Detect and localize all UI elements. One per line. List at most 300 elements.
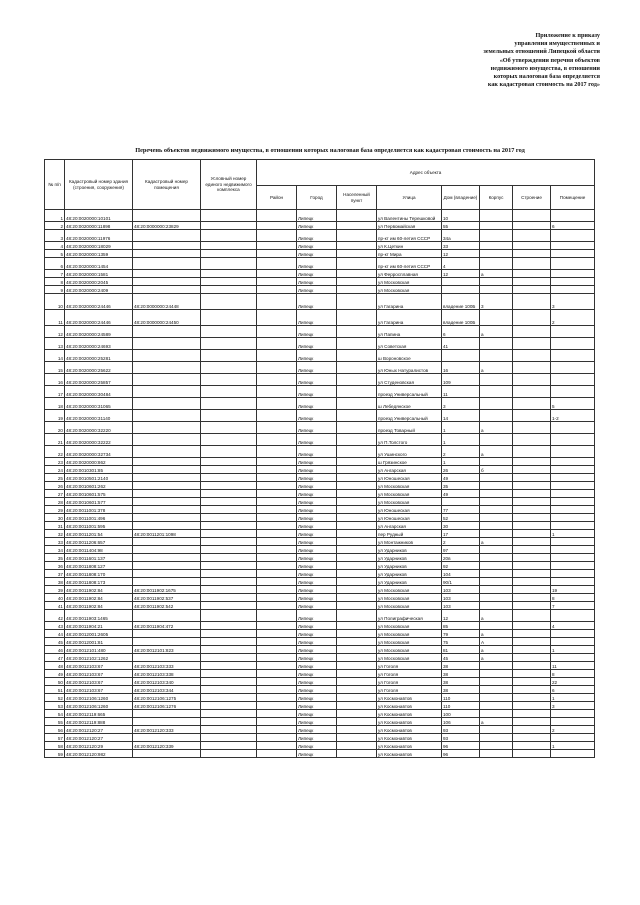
- table-row: [45, 726, 595, 734]
- district-cell: [257, 554, 297, 562]
- korpus-cell: [480, 530, 513, 538]
- header-address-building: Строение: [513, 186, 551, 210]
- settlement-cell: [337, 602, 377, 610]
- row-number: 42: [45, 610, 65, 622]
- korpus-cell: [480, 490, 513, 498]
- street-cell: ул Ударников: [377, 554, 442, 562]
- district-cell: [257, 654, 297, 662]
- city-cell: Липецк: [297, 742, 337, 750]
- korpus-cell: а: [480, 326, 513, 338]
- building-cadastral-number: 48:20:0012103:67: [65, 686, 133, 694]
- house-cell: 103: [442, 602, 480, 610]
- table-row: [45, 242, 595, 250]
- conditional-number: [201, 594, 257, 602]
- building-cadastral-number: 48:20:0020000:1359: [65, 250, 133, 258]
- settlement-cell: [337, 326, 377, 338]
- building-cadastral-number: 48:20:0020000:10101: [65, 210, 133, 222]
- settlement-cell: [337, 498, 377, 506]
- house-cell: 12: [442, 270, 480, 278]
- table-row: [45, 466, 595, 474]
- settlement-cell: [337, 546, 377, 554]
- header-address-settlement: Населенный пункт: [337, 186, 377, 210]
- conditional-number: [201, 286, 257, 294]
- building-cadastral-number: 48:20:0020000:30484: [65, 386, 133, 398]
- premise-cell: [551, 734, 595, 742]
- district-cell: [257, 466, 297, 474]
- header-premise-cadastral: Кадастровый номер помещения: [133, 160, 201, 210]
- city-cell: Липецк: [297, 622, 337, 630]
- korpus-cell: [480, 350, 513, 362]
- house-cell: 93: [442, 726, 480, 734]
- settlement-cell: [337, 630, 377, 638]
- city-cell: Липецк: [297, 678, 337, 686]
- premise-cadastral-number: [133, 446, 201, 458]
- street-cell: ул Московская: [377, 602, 442, 610]
- korpus-cell: [480, 410, 513, 422]
- row-number: 7: [45, 270, 65, 278]
- street-cell: ул Юношеская: [377, 514, 442, 522]
- conditional-number: [201, 374, 257, 386]
- row-number: 32: [45, 530, 65, 538]
- house-cell: 85: [442, 622, 480, 630]
- city-cell: Липецк: [297, 718, 337, 726]
- structure-cell: [513, 586, 551, 594]
- house-cell: 35: [442, 482, 480, 490]
- street-cell: ул Монтажников: [377, 538, 442, 546]
- conditional-number: [201, 702, 257, 710]
- row-number: 26: [45, 482, 65, 490]
- district-cell: [257, 670, 297, 678]
- premise-cell: [551, 570, 595, 578]
- settlement-cell: [337, 446, 377, 458]
- city-cell: Липецк: [297, 646, 337, 654]
- row-number: 34: [45, 546, 65, 554]
- premise-cadastral-number: [133, 554, 201, 562]
- settlement-cell: [337, 458, 377, 466]
- premise-cadastral-number: [133, 270, 201, 278]
- settlement-cell: [337, 594, 377, 602]
- korpus-cell: [480, 622, 513, 630]
- premise-cadastral-number: 48:20:0012103:338: [133, 670, 201, 678]
- house-cell: 1: [442, 434, 480, 446]
- city-cell: Липецк: [297, 554, 337, 562]
- header-building-cadastral: Кадастровый номер здания (строения, сооружения): [65, 160, 133, 210]
- table-row: [45, 750, 595, 758]
- building-cadastral-number: 48:20:0012101:480: [65, 646, 133, 654]
- korpus-cell: а: [480, 646, 513, 654]
- korpus-cell: [480, 386, 513, 398]
- district-cell: [257, 530, 297, 538]
- building-cadastral-number: 48:20:0011808:173: [65, 578, 133, 586]
- structure-cell: [513, 670, 551, 678]
- building-cadastral-number: 48:20:0012106:1260: [65, 702, 133, 710]
- settlement-cell: [337, 270, 377, 278]
- premise-cell: 1: [551, 742, 595, 750]
- premise-cadastral-number: [133, 710, 201, 718]
- premise-cell: 11: [551, 662, 595, 670]
- street-cell: ул Московская: [377, 622, 442, 630]
- house-cell: 110: [442, 694, 480, 702]
- district-cell: [257, 742, 297, 750]
- row-number: 46: [45, 646, 65, 654]
- row-number: 6: [45, 258, 65, 270]
- row-number: 43: [45, 622, 65, 630]
- korpus-cell: [480, 474, 513, 482]
- house-cell: 1: [442, 458, 480, 466]
- premise-cell: 6: [551, 222, 595, 230]
- building-cadastral-number: 48:20:0011902:84: [65, 586, 133, 594]
- row-number: 37: [45, 570, 65, 578]
- building-cadastral-number: 48:20:0012119:888: [65, 718, 133, 726]
- table-row: [45, 742, 595, 750]
- house-cell: 109: [442, 374, 480, 386]
- conditional-number: [201, 554, 257, 562]
- district-cell: [257, 546, 297, 554]
- premise-cadastral-number: [133, 338, 201, 350]
- table-row: [45, 662, 595, 670]
- premise-cell: [551, 350, 595, 362]
- district-cell: [257, 750, 297, 758]
- row-number: 50: [45, 678, 65, 686]
- structure-cell: [513, 602, 551, 610]
- table-row: [45, 498, 595, 506]
- premise-cell: [551, 466, 595, 474]
- conditional-number: [201, 482, 257, 490]
- building-cadastral-number: 48:20:0011001:595: [65, 522, 133, 530]
- settlement-cell: [337, 338, 377, 350]
- city-cell: Липецк: [297, 726, 337, 734]
- header-address-house: Дом (владение): [442, 186, 480, 210]
- premise-cell: [551, 710, 595, 718]
- premise-cell: [551, 490, 595, 498]
- row-number: 17: [45, 386, 65, 398]
- district-cell: [257, 490, 297, 498]
- structure-cell: [513, 398, 551, 410]
- conditional-number: [201, 734, 257, 742]
- premise-cadastral-number: [133, 422, 201, 434]
- korpus-cell: а: [480, 610, 513, 622]
- district-cell: [257, 446, 297, 458]
- premise-cell: [551, 458, 595, 466]
- building-cadastral-number: 48:20:0020000:32734: [65, 446, 133, 458]
- settlement-cell: [337, 286, 377, 294]
- district-cell: [257, 734, 297, 742]
- structure-cell: [513, 710, 551, 718]
- korpus-cell: [480, 482, 513, 490]
- structure-cell: [513, 630, 551, 638]
- korpus-cell: [480, 670, 513, 678]
- premise-cadastral-number: 48:20:0012106:1275: [133, 694, 201, 702]
- table-row: [45, 630, 595, 638]
- order-annex-header: [380, 32, 600, 89]
- street-cell: ул Московская: [377, 654, 442, 662]
- house-cell: [442, 286, 480, 294]
- street-cell: пр-кт Мира: [377, 250, 442, 258]
- district-cell: [257, 578, 297, 586]
- district-cell: [257, 726, 297, 734]
- structure-cell: [513, 386, 551, 398]
- korpus-cell: [480, 434, 513, 446]
- korpus-cell: [480, 514, 513, 522]
- premise-cell: 5: [551, 398, 595, 410]
- street-cell: проезд Универсальный: [377, 410, 442, 422]
- street-cell: ул Космонавтов: [377, 694, 442, 702]
- conditional-number: [201, 646, 257, 654]
- district-cell: [257, 506, 297, 514]
- table-row: [45, 474, 595, 482]
- house-cell: 12: [442, 250, 480, 258]
- house-cell: 49: [442, 474, 480, 482]
- street-cell: проезд Универсальный: [377, 386, 442, 398]
- district-cell: [257, 458, 297, 466]
- street-cell: ул Ударников: [377, 546, 442, 554]
- city-cell: Липецк: [297, 734, 337, 742]
- table-row: [45, 434, 595, 446]
- settlement-cell: [337, 466, 377, 474]
- premise-cell: [551, 538, 595, 546]
- house-cell: 38: [442, 678, 480, 686]
- premise-cadastral-number: [133, 734, 201, 742]
- premise-cadastral-number: [133, 750, 201, 758]
- building-cadastral-number: 48:20:0012103:67: [65, 678, 133, 686]
- street-cell: ш Грязинское: [377, 458, 442, 466]
- city-cell: Липецк: [297, 250, 337, 258]
- building-cadastral-number: 48:20:0011904:21: [65, 622, 133, 630]
- house-cell: 97: [442, 546, 480, 554]
- city-cell: Липецк: [297, 294, 337, 310]
- district-cell: [257, 522, 297, 530]
- settlement-cell: [337, 350, 377, 362]
- house-cell: 20в: [442, 554, 480, 562]
- street-cell: ул П.Толстого: [377, 434, 442, 446]
- city-cell: Липецк: [297, 270, 337, 278]
- conditional-number: [201, 670, 257, 678]
- table-row: [45, 350, 595, 362]
- row-number: 11: [45, 310, 65, 326]
- premise-cadastral-number: 48:20:0012103:344: [133, 686, 201, 694]
- conditional-number: [201, 718, 257, 726]
- settlement-cell: [337, 734, 377, 742]
- row-number: 41: [45, 602, 65, 610]
- premise-cell: [551, 562, 595, 570]
- city-cell: Липецк: [297, 326, 337, 338]
- row-number: 1: [45, 210, 65, 222]
- korpus-cell: [480, 506, 513, 514]
- street-cell: ул Ушинского: [377, 446, 442, 458]
- conditional-number: [201, 694, 257, 702]
- premise-cell: [551, 498, 595, 506]
- building-cadastral-number: 48:20:0020000:24446: [65, 310, 133, 326]
- premise-cell: [551, 578, 595, 586]
- settlement-cell: [337, 638, 377, 646]
- structure-cell: [513, 326, 551, 338]
- premise-cell: [551, 326, 595, 338]
- premise-cadastral-number: [133, 286, 201, 294]
- premise-cell: [551, 258, 595, 270]
- korpus-cell: [480, 546, 513, 554]
- building-cadastral-number: 48:20:0011903:1465: [65, 610, 133, 622]
- street-cell: ш Лебедянское: [377, 398, 442, 410]
- building-cadastral-number: 48:20:0012001:2605: [65, 630, 133, 638]
- house-cell: 41: [442, 338, 480, 350]
- house-cell: 93: [442, 734, 480, 742]
- conditional-number: [201, 726, 257, 734]
- korpus-cell: [480, 498, 513, 506]
- district-cell: [257, 350, 297, 362]
- house-cell: 90/1: [442, 578, 480, 586]
- building-cadastral-number: 48:20:0012120:27: [65, 726, 133, 734]
- premise-cell: [551, 386, 595, 398]
- row-number: 48: [45, 662, 65, 670]
- city-cell: Липецк: [297, 578, 337, 586]
- premise-cadastral-number: [133, 398, 201, 410]
- settlement-cell: [337, 362, 377, 374]
- premise-cell: [551, 654, 595, 662]
- table-row: [45, 326, 595, 338]
- structure-cell: [513, 410, 551, 422]
- conditional-number: [201, 570, 257, 578]
- house-cell: 55: [442, 222, 480, 230]
- house-cell: 81: [442, 646, 480, 654]
- row-number: 16: [45, 374, 65, 386]
- row-number: 22: [45, 446, 65, 458]
- settlement-cell: [337, 514, 377, 522]
- street-cell: ул Полиграфическая: [377, 610, 442, 622]
- city-cell: Липецк: [297, 702, 337, 710]
- korpus-cell: а: [480, 362, 513, 374]
- street-cell: ул Юношеская: [377, 474, 442, 482]
- conditional-number: [201, 686, 257, 694]
- settlement-cell: [337, 434, 377, 446]
- premise-cell: 1: [551, 694, 595, 702]
- premise-cadastral-number: [133, 562, 201, 570]
- korpus-cell: [480, 338, 513, 350]
- settlement-cell: [337, 726, 377, 734]
- structure-cell: [513, 242, 551, 250]
- building-cadastral-number: 48:20:0011404:98: [65, 546, 133, 554]
- table-row: [45, 570, 595, 578]
- korpus-cell: [480, 258, 513, 270]
- street-cell: ул Гоголя: [377, 686, 442, 694]
- street-cell: ул Московская: [377, 594, 442, 602]
- building-cadastral-number: 48:20:0010601:575: [65, 490, 133, 498]
- building-cadastral-number: 48:20:0020000:24446: [65, 294, 133, 310]
- table-row: [45, 458, 595, 466]
- conditional-number: [201, 326, 257, 338]
- conditional-number: [201, 622, 257, 630]
- premise-cadastral-number: 48:20:0012103:333: [133, 662, 201, 670]
- korpus-cell: а: [480, 446, 513, 458]
- korpus-cell: [480, 250, 513, 258]
- korpus-cell: а: [480, 422, 513, 434]
- premise-cell: [551, 270, 595, 278]
- building-cadastral-number: 48:20:0020000:32222: [65, 434, 133, 446]
- conditional-number: [201, 362, 257, 374]
- korpus-cell: а: [480, 654, 513, 662]
- city-cell: Липецк: [297, 694, 337, 702]
- premise-cadastral-number: [133, 498, 201, 506]
- settlement-cell: [337, 570, 377, 578]
- building-cadastral-number: 48:20:0012102:1262: [65, 654, 133, 662]
- conditional-number: [201, 230, 257, 242]
- korpus-cell: [480, 230, 513, 242]
- district-cell: [257, 398, 297, 410]
- house-cell: 45: [442, 654, 480, 662]
- settlement-cell: [337, 482, 377, 490]
- street-cell: ш Вороновское: [377, 350, 442, 362]
- table-row: [45, 386, 595, 398]
- row-number: 33: [45, 538, 65, 546]
- structure-cell: [513, 562, 551, 570]
- street-cell: ул Ударников: [377, 578, 442, 586]
- conditional-number: [201, 610, 257, 622]
- conditional-number: [201, 654, 257, 662]
- settlement-cell: [337, 610, 377, 622]
- row-number: 18: [45, 398, 65, 410]
- city-cell: Липецк: [297, 686, 337, 694]
- table-row: [45, 258, 595, 270]
- structure-cell: [513, 546, 551, 554]
- structure-cell: [513, 222, 551, 230]
- city-cell: Липецк: [297, 546, 337, 554]
- table-row: [45, 506, 595, 514]
- building-cadastral-number: 48:20:0020000:24693: [65, 338, 133, 350]
- district-cell: [257, 210, 297, 222]
- structure-cell: [513, 694, 551, 702]
- premise-cell: 19: [551, 586, 595, 594]
- house-cell: [442, 350, 480, 362]
- settlement-cell: [337, 222, 377, 230]
- premise-cadastral-number: [133, 374, 201, 386]
- premise-cadastral-number: [133, 546, 201, 554]
- city-cell: Липецк: [297, 498, 337, 506]
- building-cadastral-number: 48:20:0020000:11976: [65, 230, 133, 242]
- street-cell: ул Гоголя: [377, 662, 442, 670]
- conditional-number: [201, 466, 257, 474]
- district-cell: [257, 410, 297, 422]
- row-number: 45: [45, 638, 65, 646]
- structure-cell: [513, 742, 551, 750]
- conditional-number: [201, 474, 257, 482]
- structure-cell: [513, 702, 551, 710]
- city-cell: Липецк: [297, 530, 337, 538]
- house-cell: 96: [442, 742, 480, 750]
- premise-cadastral-number: [133, 466, 201, 474]
- premise-cell: 3: [551, 294, 595, 310]
- premise-cadastral-number: [133, 410, 201, 422]
- street-cell: проезд Товарный: [377, 422, 442, 434]
- table-row: [45, 602, 595, 610]
- premise-cadastral-number: [133, 386, 201, 398]
- city-cell: Липецк: [297, 410, 337, 422]
- settlement-cell: [337, 562, 377, 570]
- conditional-number: [201, 310, 257, 326]
- header-address-korpus: Корпус: [480, 186, 513, 210]
- house-cell: 26: [442, 466, 480, 474]
- premise-cadastral-number: [133, 506, 201, 514]
- premise-cell: 4: [551, 622, 595, 630]
- district-cell: [257, 294, 297, 310]
- premise-cell: [551, 278, 595, 286]
- structure-cell: [513, 514, 551, 522]
- premise-cell: 1: [551, 530, 595, 538]
- district-cell: [257, 242, 297, 250]
- city-cell: Липецк: [297, 210, 337, 222]
- premise-cadastral-number: [133, 522, 201, 530]
- table-row: [45, 310, 595, 326]
- table-row: [45, 734, 595, 742]
- korpus-cell: [480, 678, 513, 686]
